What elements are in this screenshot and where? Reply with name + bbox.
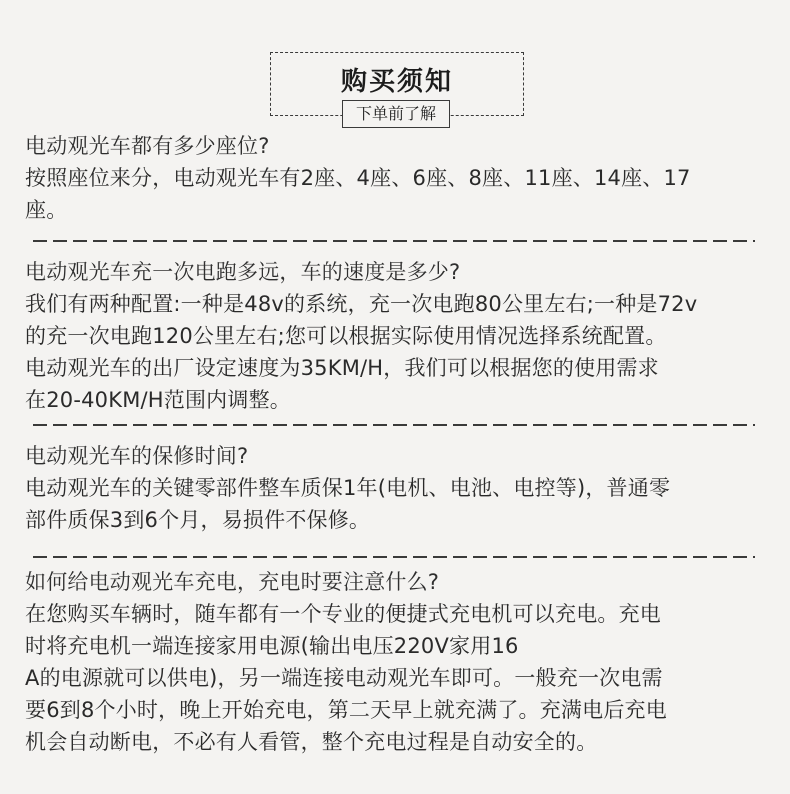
faq-answer-line: 在您购买车辆时，随车都有一个专业的便捷式充电机可以充电。充电	[25, 602, 661, 626]
faq-answer-line: 要6到8个小时，晚上开始充电，第二天早上就充满了。充满电后充电	[25, 698, 667, 722]
faq-item-charging	[25, 566, 770, 758]
faq-item-range-speed	[25, 256, 770, 416]
faq-question: 如何给电动观光车充电，充电时要注意什么?	[25, 570, 440, 594]
faq-answer-line: 部件质保3到6个月，易损件不保修。	[25, 508, 371, 532]
faq-answer-line: A的电源就可以供电)，另一端连接电动观光车即可。一般充一次电需	[25, 666, 663, 690]
faq-item-seats	[25, 130, 770, 226]
faq-answer-line: 机会自动断电，不必有人看管，整个充电过程是自动安全的。	[25, 730, 598, 754]
page-title: 购买须知	[340, 67, 453, 97]
faq-content	[25, 130, 770, 758]
faq-item-warranty	[25, 440, 770, 536]
faq-answer-line: 时将充电机一端连接家用电源(输出电压220V家用16	[25, 634, 519, 658]
faq-answer-line: 在20-40KM/H范围内调整。	[25, 388, 291, 412]
faq-answer-line: 按照座位来分，电动观光车有2座、4座、6座、8座、11座、14座、17	[25, 166, 691, 190]
faq-question: 电动观光车的保修时间?	[25, 444, 249, 468]
page-subtitle: 下单前了解	[342, 100, 450, 128]
faq-answer-line: 电动观光车的出厂设定速度为35KM/H，我们可以根据您的使用需求	[25, 356, 659, 380]
faq-question: 电动观光车都有多少座位?	[25, 134, 270, 158]
faq-answer-line: 座。	[25, 198, 68, 222]
faq-answer-line: 的充一次电跑120公里左右;您可以根据实际使用情况选择系统配置。	[25, 324, 667, 348]
faq-answer-line: 电动观光车的关键零部件整车质保1年(电机、电池、电控等)，普通零	[25, 476, 671, 500]
faq-answer-line: 我们有两种配置:一种是48v的系统，充一次电跑80公里左右;一种是72v	[25, 292, 698, 316]
faq-question: 电动观光车充一次电跑多远，车的速度是多少?	[25, 260, 461, 284]
